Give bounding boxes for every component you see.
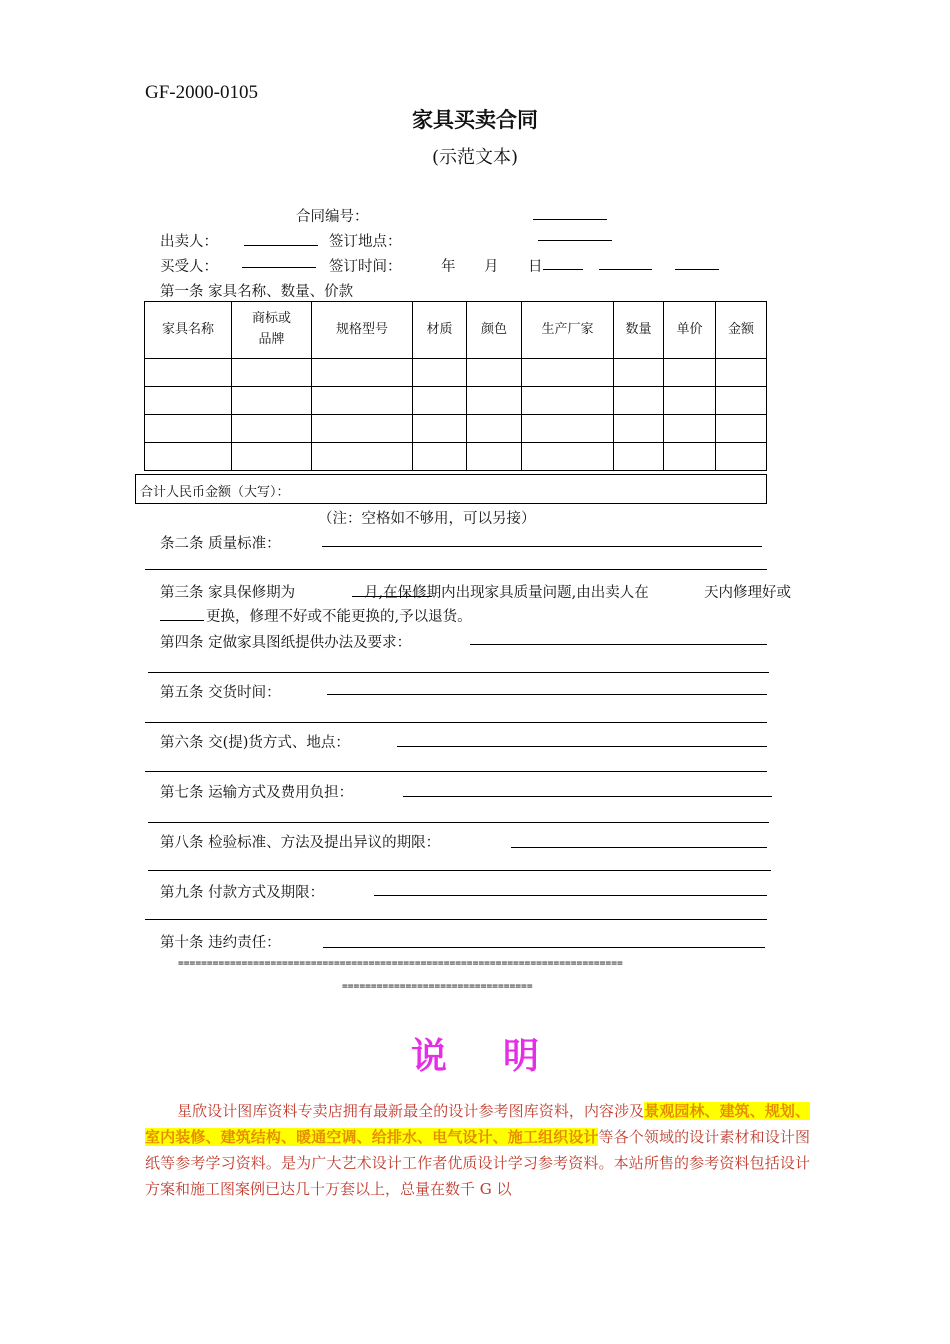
separator-line-1: =============================================================================: [178, 958, 623, 969]
total-amount-box[interactable]: [135, 474, 767, 504]
explain-highlight: 景观园林、建筑、规划、室内装修、建筑结构、暖通空调、给排水、电气设计、施工组织设计: [145, 1102, 810, 1146]
document-code: GF-2000-0105: [145, 82, 258, 103]
col-brand: 商标或 品牌: [232, 302, 312, 359]
article-9-blank[interactable]: [374, 895, 767, 896]
article-4-blank[interactable]: [470, 644, 767, 645]
col-unit-price: 单价: [664, 302, 716, 359]
article-8: 第八条 检验标准、方法及提出异议的期限：: [160, 835, 441, 851]
buyer-label: 买受人：: [160, 259, 218, 275]
col-material: 材质: [413, 302, 467, 359]
article-8-blank[interactable]: [511, 847, 767, 848]
article-5-blank[interactable]: [327, 694, 767, 695]
article-6-blank-line2[interactable]: [145, 771, 767, 772]
article-2-blank[interactable]: [322, 546, 762, 547]
table-row[interactable]: [145, 387, 767, 415]
seller-label: 出卖人：: [160, 234, 218, 250]
article-6-blank[interactable]: [397, 746, 767, 747]
article-4: 第四条 定做家具图纸提供办法及要求：: [160, 635, 412, 651]
separator-line-2: =================================: [342, 981, 533, 992]
table-note: （注：空格如不够用，可以另接）: [318, 511, 536, 527]
article-2: 条二条 质量标准：: [160, 536, 281, 552]
article-6: 第六条 交(提)货方式、地点：: [160, 735, 350, 751]
year-label: 年: [441, 259, 456, 275]
article-7-blank-line2[interactable]: [148, 822, 769, 823]
article-9-blank-line2[interactable]: [145, 919, 767, 920]
article-3-part4: 更换，修理不好或不能更换的,予以退货。: [206, 609, 472, 625]
col-name: 家具名称: [145, 302, 232, 359]
seller-blank[interactable]: [244, 245, 318, 246]
table-header-row: [145, 302, 767, 359]
article-1: 第一条 家具名称、数量、价款: [160, 284, 354, 300]
col-quantity: 数量: [614, 302, 664, 359]
article-5-blank-line2[interactable]: [145, 722, 767, 723]
day-label: 日: [528, 259, 543, 275]
day-blank[interactable]: [675, 269, 719, 270]
col-model: 规格型号: [312, 302, 413, 359]
col-manufacturer: 生产厂家: [522, 302, 614, 359]
article-3-blank[interactable]: [160, 620, 204, 621]
table-row[interactable]: [145, 415, 767, 443]
sign-place-label: 签订地点：: [329, 234, 402, 250]
table-row[interactable]: [145, 359, 767, 387]
article-7-blank[interactable]: [403, 796, 772, 797]
sign-place-blank[interactable]: [538, 240, 612, 241]
contract-number-label: 合同编号：: [296, 209, 369, 225]
year-blank[interactable]: [543, 269, 583, 270]
table-row[interactable]: [145, 443, 767, 471]
month-label: 月: [484, 259, 499, 275]
article-3-part1: 第三条 家具保修期为: [160, 585, 296, 601]
col-amount: 金额: [716, 302, 767, 359]
buyer-blank[interactable]: [242, 267, 316, 268]
month-blank[interactable]: [599, 269, 652, 270]
article-2-blank-line2[interactable]: [145, 569, 767, 570]
article-3-part3: 天内修理好或: [704, 585, 791, 601]
total-amount-label: 合计人民币金额（大写）：: [140, 485, 290, 500]
article-5: 第五条 交货时间：: [160, 685, 281, 701]
article-10: 第十条 违约责任：: [160, 935, 281, 951]
warranty-months-blank[interactable]: [352, 596, 432, 597]
article-9: 第九条 付款方式及期限：: [160, 885, 325, 901]
article-8-blank-line2[interactable]: [148, 870, 771, 871]
col-color: 颜色: [467, 302, 522, 359]
goods-table: [144, 301, 767, 471]
contract-number-blank[interactable]: [533, 219, 607, 220]
document-title: 家具买卖合同: [412, 108, 538, 132]
explain-paragraph: 星欣设计图库资料专卖店拥有最新最全的设计参考图库资料，内容涉及景观园林、建筑、规划、室内装修、建筑结构、暖通空调、给排水、电气设计、施工组织设计等各个领域的设计素材和设计图纸等参考学习资料。是为广大艺术设计工作者优质设计学习参考资料。本站所售的参考资料包括设计方案和施工图案例已达几十万套以上，总量在数千 G 以: [145, 1102, 810, 1198]
article-10-blank[interactable]: [323, 947, 765, 948]
document-subtitle: (示范文本): [431, 147, 519, 168]
article-4-blank-line2[interactable]: [148, 672, 769, 673]
sign-time-label: 签订时间：: [329, 259, 402, 275]
article-7: 第七条 运输方式及费用负担：: [160, 785, 354, 801]
explain-heading: 说明: [410, 1036, 595, 1077]
article-3-part2: 月,在保修期内出现家具质量问题,由出卖人在: [364, 585, 649, 601]
